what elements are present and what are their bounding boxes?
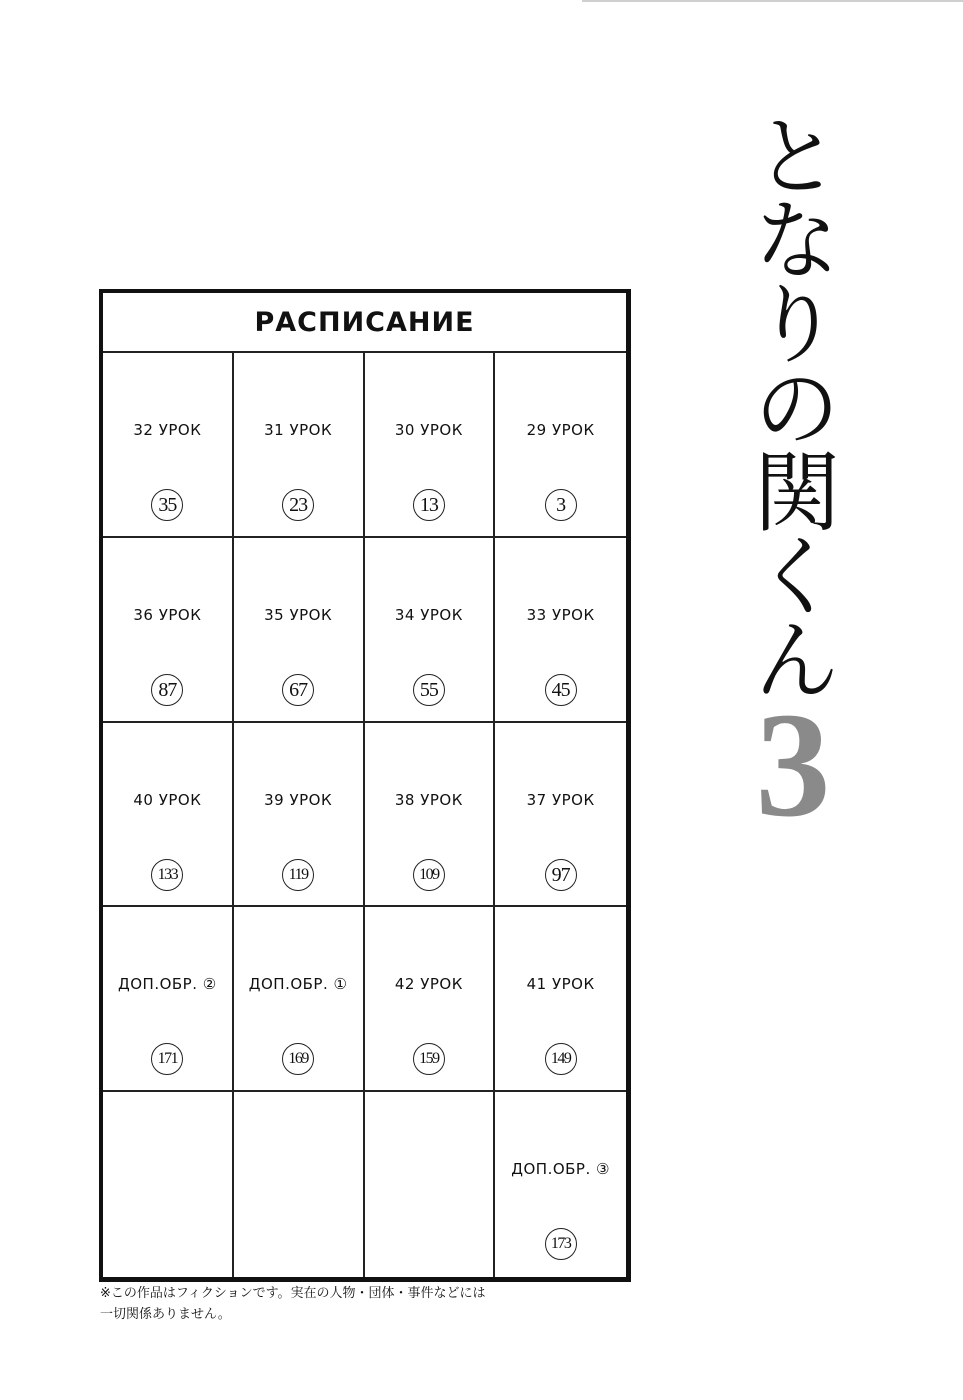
page-number: 55 <box>413 674 445 706</box>
lesson-label: 37 УРОК <box>526 790 595 809</box>
page-number: 109 <box>413 859 445 891</box>
schedule-title: РАСПИСАНИЕ <box>103 293 626 353</box>
volume-number: 3 <box>755 682 831 848</box>
top-rule <box>582 0 963 2</box>
schedule-cell <box>234 538 365 723</box>
disclaimer <box>100 1283 570 1325</box>
lesson-label: ДОП.ОБР. ① <box>248 975 348 994</box>
schedule-cell <box>103 723 234 908</box>
series-title: となりの関くん <box>739 110 842 698</box>
schedule-cell <box>495 723 626 908</box>
page-number: 173 <box>545 1228 577 1260</box>
schedule-cell <box>495 353 626 538</box>
schedule-cell <box>103 538 234 723</box>
schedule-cell <box>495 538 626 723</box>
page-number: 45 <box>545 674 577 706</box>
schedule-cell <box>365 353 496 538</box>
schedule-cell-empty <box>103 1092 234 1277</box>
schedule-cell-empty <box>365 1092 496 1277</box>
lesson-label: 32 УРОК <box>133 421 202 439</box>
lesson-label: 39 УРОК <box>264 790 333 809</box>
schedule-cell <box>495 1092 626 1277</box>
lesson-label: 36 УРОК <box>133 605 202 624</box>
lesson-label: ДОП.ОБР. ② <box>118 975 217 994</box>
lesson-label: 33 УРОК <box>526 605 595 624</box>
schedule-cell <box>234 353 365 538</box>
disclaimer-line: 一切関係ありません。 <box>100 1307 231 1322</box>
page-number: 67 <box>282 674 314 706</box>
schedule-cell <box>234 907 365 1092</box>
page-number: 119 <box>282 859 314 891</box>
lesson-label: ДОП.ОБР. ③ <box>511 1160 610 1179</box>
lesson-label: 31 УРОК <box>264 421 333 439</box>
page-number: 87 <box>151 674 183 706</box>
schedule-cell <box>365 723 496 908</box>
lesson-label: 42 УРОК <box>394 975 463 994</box>
page-number: 169 <box>282 1043 314 1075</box>
schedule-cell <box>495 907 626 1092</box>
lesson-label: 30 УРОК <box>394 421 463 439</box>
lesson-label: 35 УРОК <box>264 605 333 624</box>
page-number: 97 <box>545 859 577 891</box>
lesson-label: 41 УРОК <box>526 975 595 994</box>
page-number: 133 <box>151 859 183 891</box>
lesson-label: 34 УРОК <box>394 605 463 624</box>
schedule-cell-empty <box>234 1092 365 1277</box>
schedule-grid <box>103 353 626 1277</box>
page-number: 3 <box>545 489 577 521</box>
page-number: 13 <box>413 489 445 521</box>
page-number: 171 <box>151 1043 183 1075</box>
schedule-cell <box>365 538 496 723</box>
disclaimer-line: ※この作品はフィクションです。実在の人物・団体・事件などには <box>100 1286 486 1301</box>
schedule-cell <box>365 907 496 1092</box>
schedule-cell <box>103 907 234 1092</box>
lesson-label: 40 УРОК <box>133 790 202 809</box>
page-number: 35 <box>151 489 183 521</box>
page-number: 23 <box>282 489 314 521</box>
lesson-label: 38 УРОК <box>394 790 463 809</box>
page-number: 159 <box>413 1043 445 1075</box>
schedule-cell <box>234 723 365 908</box>
schedule-table <box>99 289 631 1282</box>
schedule-cell <box>103 353 234 538</box>
page-number: 149 <box>545 1043 577 1075</box>
lesson-label: 29 УРОК <box>526 421 595 439</box>
